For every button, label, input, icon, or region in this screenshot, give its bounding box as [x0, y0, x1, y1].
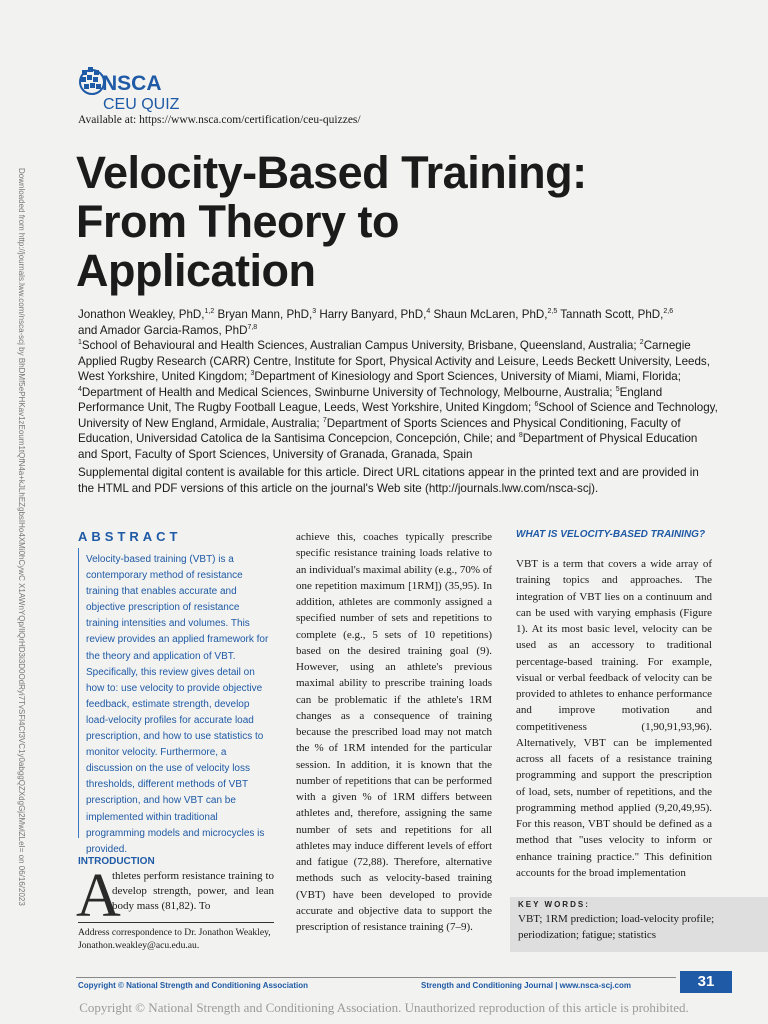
- affiliation-marker: 1: [78, 339, 82, 347]
- keywords-text: VBT; 1RM prediction; load-velocity profile; periodization; fatigue; statistics: [518, 913, 715, 941]
- introduction-heading: INTRODUCTION: [78, 856, 155, 867]
- download-note-text: Downloaded from http://journals.lww.com/nsca-scj by BhDMf5ePHKav1zEoum1tQfN4a+kJLhEZgbsIHo4XMi0hCywC X1AWnYQp/IlQrHD3i3D0OdRyi7TvSFl4Cf3VC1y0abggQZXdgGj2MwlZLeI= on 06/16/2023: [17, 168, 26, 906]
- authors-block: [78, 307, 718, 462]
- text-run: School of Science and Technology, University of New England, Armidale, Australia;: [78, 401, 718, 430]
- affiliation-marker: 4: [426, 308, 431, 316]
- footer-journal[interactable]: Strength and Conditioning Journal | www.nsca-scj.com: [421, 981, 631, 990]
- affiliation-marker: 3: [250, 370, 255, 378]
- body-column-2: achieve this, coaches typically prescribe specific resistance training loads relative to an individual's maximal ability (e.g., 70% of one repetition maximum [1RM]) (35,95). In addition, athletes are commonly assigned a specified number of sets and repetitions to complete (e.g., 5 sets of 10 repetitions) based on the desired training goal (9). However, using an athlete's previous maximal ability to prescribe training loads can be problematic if the athlete's 1RM changes as a consequence of training because the prescribed load may not match the % of 1RM intended for the particular session. In addition, it is known that the number of repetitions that can be performed with a given % of 1RM differs between athletes and, therefore, assigning the same number of sets and repetitions for all athletes may induce different levels of effort and fatigue (72,88). Therefore, alternative methods such as velocity-based training (VBT) have been developed to provide accurate and objective data to support the prescription of resistance training (7–9).: [296, 531, 492, 933]
- drop-cap: A: [76, 862, 121, 930]
- article-title: [76, 148, 716, 295]
- affiliation-marker: 2,5: [547, 308, 558, 316]
- text-run: Department of Physical Education and Sport, Faculty of Sport Sciences, University of Granada, Granada, Spain: [78, 432, 698, 461]
- supplemental-note: Supplemental digital content is available for this article. Direct URL citations appear in the printed text and are provided in the HTML and PDF versions of this article on the journal's Web site (http://journals.lww.com/nsca-scj).: [78, 466, 699, 495]
- nsca-logo: [76, 62, 216, 112]
- keywords-heading: KEY WORDS:: [518, 900, 590, 909]
- text-run: Jonathon Weakley, PhD,: [78, 308, 205, 321]
- title-line: Velocity-Based Training:: [76, 147, 587, 198]
- text-run: School of Behavioural and Health Sciences, Australian Campus University, Brisbane, Queensland, Australia;: [81, 339, 640, 352]
- nsca-logo-graphic: [76, 62, 216, 112]
- text-run: Tannath Scott, PhD,: [557, 308, 664, 321]
- author-list-cont: [78, 323, 718, 339]
- available-at-link[interactable]: Available at: https://www.nsca.com/certification/ceu-quizzes/: [78, 114, 361, 126]
- affiliation-marker: 3: [312, 308, 317, 316]
- text-run: Shaun McLaren, PhD,: [430, 308, 548, 321]
- affiliations: [78, 338, 718, 462]
- text-run: Department of Kinesiology and Sport Sciences, University of Miami, Miami, Florida;: [254, 370, 681, 383]
- footer-copyright: Copyright © National Strength and Conditioning Association: [78, 981, 309, 990]
- affiliation-marker: 4: [78, 385, 82, 393]
- text-run: Bryan Mann, PhD,: [214, 308, 313, 321]
- footer-divider: [76, 977, 676, 978]
- download-note: [6, 168, 26, 906]
- logo-subtitle: CEU QUIZ: [103, 96, 180, 112]
- text-run: Carnegie Applied Rugby Research (CARR) Centre, Institute for Sport, Physical Activity and Leisure, Leeds Beckett University, Leeds, West Yorkshire, United Kingdom;: [78, 339, 710, 383]
- address-divider: [78, 922, 274, 923]
- affiliation-marker: 2,6: [663, 308, 674, 316]
- affiliation-marker: 7: [322, 416, 327, 424]
- introduction-text: thletes perform resistance training to develop strength, power, and lean body mass (81,82). To: [112, 870, 274, 913]
- text-run: England Performance Unit, The Rugby Football League, Leeds, West Yorkshire, United Kingdom;: [78, 385, 663, 414]
- affiliation-marker: 2: [639, 339, 644, 347]
- correspondence-address: Address correspondence to Dr. Jonathon Weakley, Jonathon.weakley@acu.edu.au.: [78, 927, 271, 951]
- copyright-notice: Copyright © National Strength and Conditioning Association. Unauthorized reproduction of this article is prohibited.: [79, 1000, 689, 1015]
- affiliation-marker: 6: [534, 401, 539, 409]
- affiliation-marker: 8: [518, 432, 523, 440]
- abstract-heading: ABSTRACT: [78, 529, 182, 544]
- text-run: Department of Health and Medical Sciences, Swinburne University of Technology, Melbourne, Australia;: [81, 385, 616, 399]
- title-line: Application: [76, 245, 316, 296]
- author-list: [78, 307, 718, 323]
- page-number: 31: [680, 971, 732, 993]
- text-run: Department of Sports Sciences and Physical Conditioning, Faculty of Education, Universidad Catolica de la Santisima Concepcion, Concepción, Chile; and: [78, 416, 681, 445]
- text-run: and Amador Garcia-Ramos, PhD: [78, 323, 248, 337]
- body-column-3: VBT is a term that covers a wide array of training topics and approaches. The integration of VBT lies on a continuum and can be used with varying emphasis (Figure 1). At its most basic level, velocity can be used as an accessory to traditional percentage-based training. For example, visual or verbal feedback of velocity can be provided to athletes to enhance performance and improve motivation and competitiveness (1,90,91,93,96). Alternatively, VBT can be implemented across all facets of a resistance training programming and support the prescription of load, sets, number of repetitions, and the programming method applied (9,20,49,95). For this reason, VBT should be defined as a method that "uses velocity to inform or enhance training practice." This definition accounts for the broad implementation: [516, 558, 712, 879]
- title-line: From Theory to: [76, 196, 400, 247]
- affiliation-marker: 7,8: [247, 323, 258, 331]
- text-run: Harry Banyard, PhD,: [316, 308, 427, 321]
- affiliation-marker: 1,2: [204, 308, 215, 316]
- affiliation-marker: 5: [615, 385, 620, 393]
- abstract-text: Velocity-based training (VBT) is a contemporary method of resistance training that enables accurate and objective prescription of resistance training intensities and volumes. This review provides an applied framework for the theory and application of VBT. Specifically, this review gives detail on how to: use velocity to provide objective feedback, estimate strength, develop load-velocity profiles for accurate load prescription, and how to use statistics to monitor velocity. Furthermore, a discussion on the use of velocity loss thresholds, different methods of VBT prescription, and how VBT can be implemented within traditional programming models and microcycles is provided.: [86, 554, 269, 855]
- section-heading-vbt: WHAT IS VELOCITY-BASED TRAINING?: [516, 529, 706, 540]
- logo-brand: NSCA: [102, 72, 162, 95]
